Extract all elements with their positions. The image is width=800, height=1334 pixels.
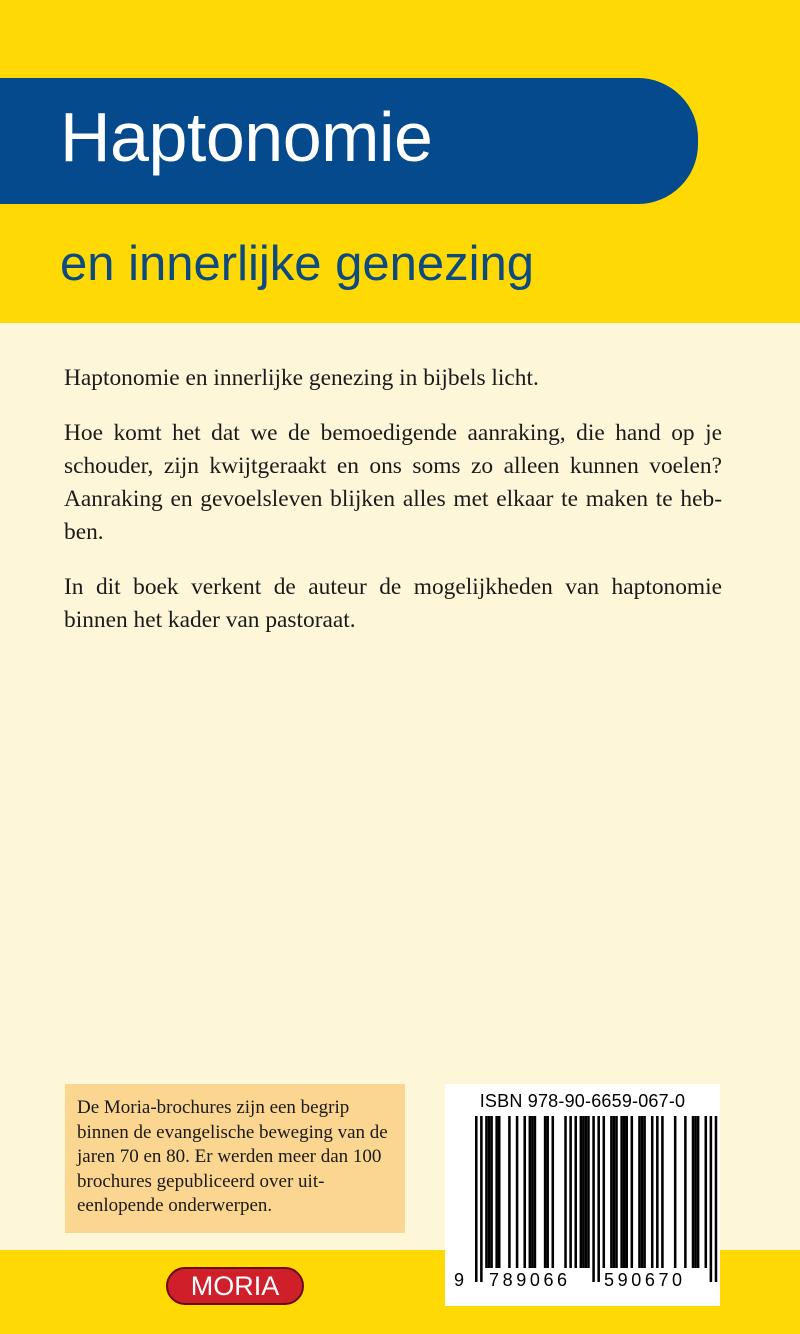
blurb-paragraph: In dit boek verkent de auteur de mogelijkheden van haptonomie binnen het kader van pastoraat. [64,574,722,633]
barcode-bar [592,1116,595,1282]
barcode-bar [651,1116,654,1268]
barcode-bar [587,1116,590,1268]
barcode-bar [597,1116,600,1282]
barcode-bar [710,1116,713,1282]
book-subtitle: en innerlijke genezing [60,237,534,291]
barcode-bar [585,1116,588,1268]
barcode-bar [569,1116,572,1268]
barcode-bar [692,1116,695,1268]
blurb-paragraph: Hoe komt het dat we de bemoedigende aanraking, die hand op je schouder, zijn kwijtgeraakt en ons soms zo alleen kunnen voelen? Aanraking en gevoelsleven blijken alles met elkaar te maken te hebben. [64,420,722,545]
barcode-bar [684,1116,687,1268]
barcode-bar [480,1116,483,1282]
barcode-bar [564,1116,567,1268]
barcode-bar [531,1116,534,1268]
barcode-bar [552,1116,555,1268]
barcode-bar [694,1116,697,1268]
barcode-bar [490,1116,493,1268]
barcode-bar [488,1116,491,1268]
barcode-bar [715,1116,718,1282]
barcode-bar [674,1116,677,1268]
barcode-bar [574,1116,577,1268]
barcode-bar [656,1116,659,1268]
barcode-bar [623,1116,626,1268]
isbn-label: ISBN 978-90-6659-067-0 [479,1091,686,1111]
barcode-bar [546,1116,549,1268]
barcode-bar [705,1116,708,1268]
blurb-paragraph: Haptonomie en innerlijke genezing in bijbels licht. [64,365,539,391]
book-title: Haptonomie [60,98,433,176]
barcode-bar [638,1116,641,1268]
barcode-bar [485,1116,488,1268]
barcode-bar [641,1116,644,1268]
barcode-bar [631,1116,634,1268]
barcode-bar [615,1116,618,1268]
barcode-bar [495,1116,498,1268]
barcode-bar [523,1116,526,1268]
back-cover-blurb [64,362,722,659]
barcode-bar [498,1116,501,1268]
barcode-bar [613,1116,616,1268]
series-info-text: De Moria-brochures zijn een begrip binnen de evangelische beweging van de jaren 70 en 80. Er werden meer dan 100 brochures gepubliceerd over uiteenlopende onderwerpen. [77,1097,388,1216]
barcode-digit-first: 9 [454,1270,468,1290]
barcode-bar [544,1116,547,1268]
barcode-digits-right: 590670 [604,1270,686,1290]
barcode-bar [529,1116,532,1268]
barcode-bar [661,1116,664,1268]
barcode-bar [582,1116,585,1268]
barcode-bar [643,1116,646,1268]
barcode-bar [475,1116,478,1282]
barcode-bar [697,1116,700,1268]
barcode-bar [603,1116,606,1268]
barcode-bar [508,1116,511,1268]
barcode-bar [620,1116,623,1268]
barcode-digits-left: 789066 [489,1270,571,1290]
barcode-bar [625,1116,628,1268]
publisher-logo [166,1267,304,1305]
barcode-bar [516,1116,519,1268]
barcode-bar [534,1116,537,1268]
barcode-bar [580,1116,583,1268]
barcode-box [445,1084,720,1306]
publisher-logo-text: MORIA [190,1270,280,1301]
series-info-box [65,1084,405,1233]
barcode-bar [610,1116,613,1268]
